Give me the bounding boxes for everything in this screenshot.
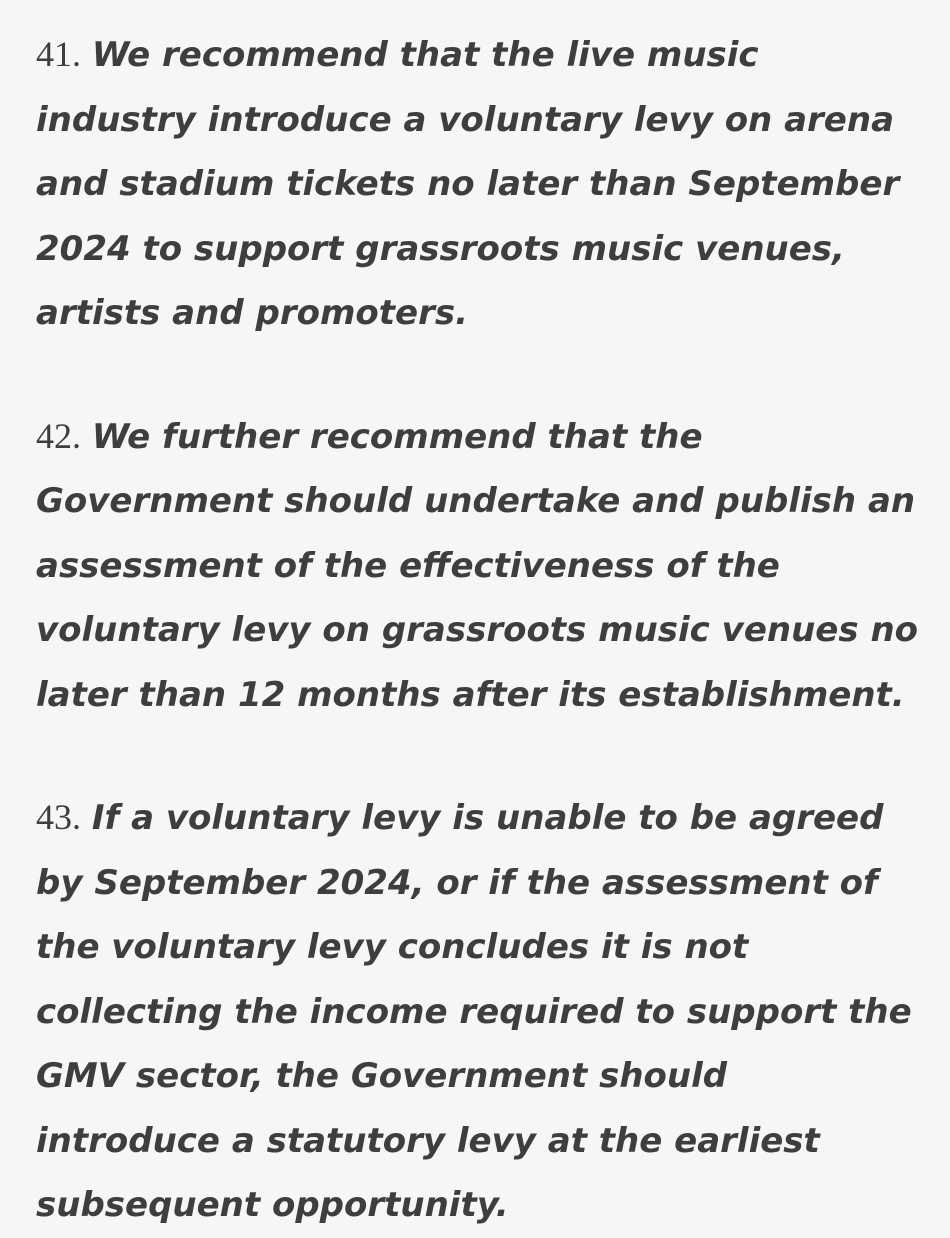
recommendation-42 xyxy=(36,404,920,728)
recommendation-text: If a voluntary levy is unable to be agreed by September 2024, or if the assessment of the voluntary levy concludes it is not collecting the income required to support the GMV sector, the Government should introduce a statutory levy at the earliest subsequent opportunity. xyxy=(36,798,912,1225)
recommendation-number: 42. xyxy=(36,415,81,456)
recommendation-text: We recommend that the live music industry introduce a voluntary levy on arena and stadium tickets no later than September 2024 to support grassroots music venues, artists and promoters. xyxy=(36,35,900,333)
recommendation-number: 41. xyxy=(36,34,81,74)
recommendation-43 xyxy=(36,785,920,1238)
recommendation-41 xyxy=(36,22,920,346)
recommendation-number: 43. xyxy=(36,797,81,837)
recommendation-text: We further recommend that the Government should undertake and publish an assessment of the effectiveness of the voluntary levy on grassroots music venues no later than 12 months after its establishment. xyxy=(36,416,919,715)
